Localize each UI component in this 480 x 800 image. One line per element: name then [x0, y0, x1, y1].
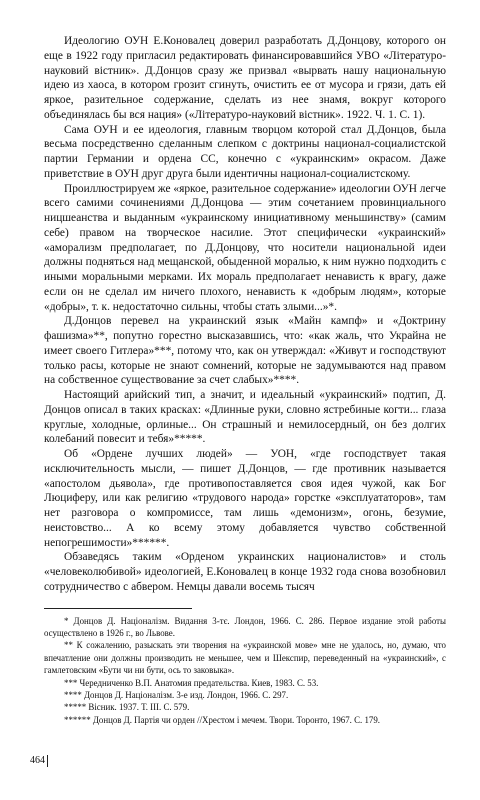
footnotes: [44, 615, 446, 727]
paragraph-2: Сама ОУН и ее идеология, главным творцом которой стал Д.Донцов, была весьма посредственно сделанным слепком с доктрины национал-социалистской партии Германии и ордена СС, конечно с «украинским» окрасом. Даже приветствие в ОУН друг друга были идентичны национал-социалистскому.: [44, 123, 446, 180]
page-number: 464: [30, 755, 48, 767]
paragraph-6: Об «Ордене лучших людей» — УОН, «где господствует такая исключительность мысли, — пишет Д.Донцов, — где противник называется «апостолом дьявола», где противопоставляется своя идея чужой, как Бог Люциферу, или как религию «трудового народа» горстке «эксплуататоров», там нет разговора о компромиссе, там лишь «демонизм», огонь, безумие, неистовство... А ко всему этому добавляется чувство собственной непогрешимости»******.: [44, 448, 446, 549]
footnote-3: *** Чередниченко В.П. Анатомия предательства. Киев, 1983. С. 53.: [64, 677, 319, 688]
footnote-divider: [44, 608, 192, 609]
footnote-2: ** К сожалению, разыскать эти творения на «украинской мове» мне не удалось, но, думаю, что впечатление они должны производить не меньшее, чем и Шекспир, переведенный на «украинский», с гамлетовским «Бути чи ни бути, ось то заковыка».: [44, 640, 446, 676]
paragraph-1: Идеологию ОУН Е.Коновалец доверил разработать Д.Донцову, которого он еще в 1922 году пригласил редактировать финансировавшийся УВО «Літературо-науковий вістник». Д.Донцов сразу же призвал «вырвать нашу национальную идею из хаоса, в котором грозит сгинуть, очистить ее от мусора и грязи, дать ей яркое, разительное содержание, сделать из нее знамя, вокруг которого объединялась бы вся нация» («Літературо-науковий вістник». 1922. Ч. 1. С. 1).: [44, 35, 446, 121]
footnote-6: ****** Донцов Д. Партія чи орден //Хрестом і мечем. Твори. Торонто, 1967. С. 179.: [64, 714, 381, 725]
paragraph-7: Обзаведясь таким «Орденом украинских националистов» и столь «человеколюбивой» идеологией, Е.Коновалец в конце 1932 года снова возобновил сотрудничество с абвером. Немцы давали восемь тысяч: [44, 551, 446, 593]
footnote-4: **** Донцов Д. Націоналізм. 3-е изд. Лондон, 1966. С. 297.: [64, 689, 289, 700]
paragraph-5: Настоящий арийский тип, а значит, и идеальный «украинский» подтип, Д. Донцов описал в таких красках: «Длинные руки, словно ястребиные когти... глаза круглые, холодные, орлиные... Он страшный и немилосердный, он без долгих колебаний повесит и тебя»*****.: [44, 389, 446, 446]
footnote-5: ***** Вісник. 1937. Т. III. С. 579.: [64, 702, 190, 713]
body-text: [44, 34, 446, 595]
paragraph-3: Проиллюстрируем же «яркое, разительное содержание» идеологии ОУН легче всего самими сочинениями Д.Донцова — этим сочетанием провинциального ницшеанства и выданным «украинскому инициативному меньшинству» (самим себе) правом на творческое насилие. Этот специфически «украинский» «аморализм предполагает, по Д.Донцову, что носители национальной идеи должны подняться над мещанской, обыденной моралью, к ним нужно подходить с иными моральными мерками. Их мораль предполагает ненависть к врагу, даже если он не сделал им ничего плохого, ненависть к «добрым людям», которые «добры», т. к. недостаточно сильны, чтобы стать злыми...»*.: [44, 182, 446, 313]
paragraph-4: Д.Донцов перевел на украинский язык «Майн кампф» и «Доктрину фашизма»**, попутно горестно высказавшись, что: «как жаль, что Украйна не имеет своего Гитлера»***, потому что, как он утверждал: «Живут и господствуют только расы, которые не знают сомнений, которые не задумываются над правом на собственное существование за счет слабых»****.: [44, 315, 446, 387]
page-content: [44, 34, 446, 726]
footnote-1: * Донцов Д. Націоналізм. Видання 3-тє. Лондон, 1966. С. 286. Первое издание этой работы осуществлено в 1926 г., во Львове.: [44, 615, 446, 638]
